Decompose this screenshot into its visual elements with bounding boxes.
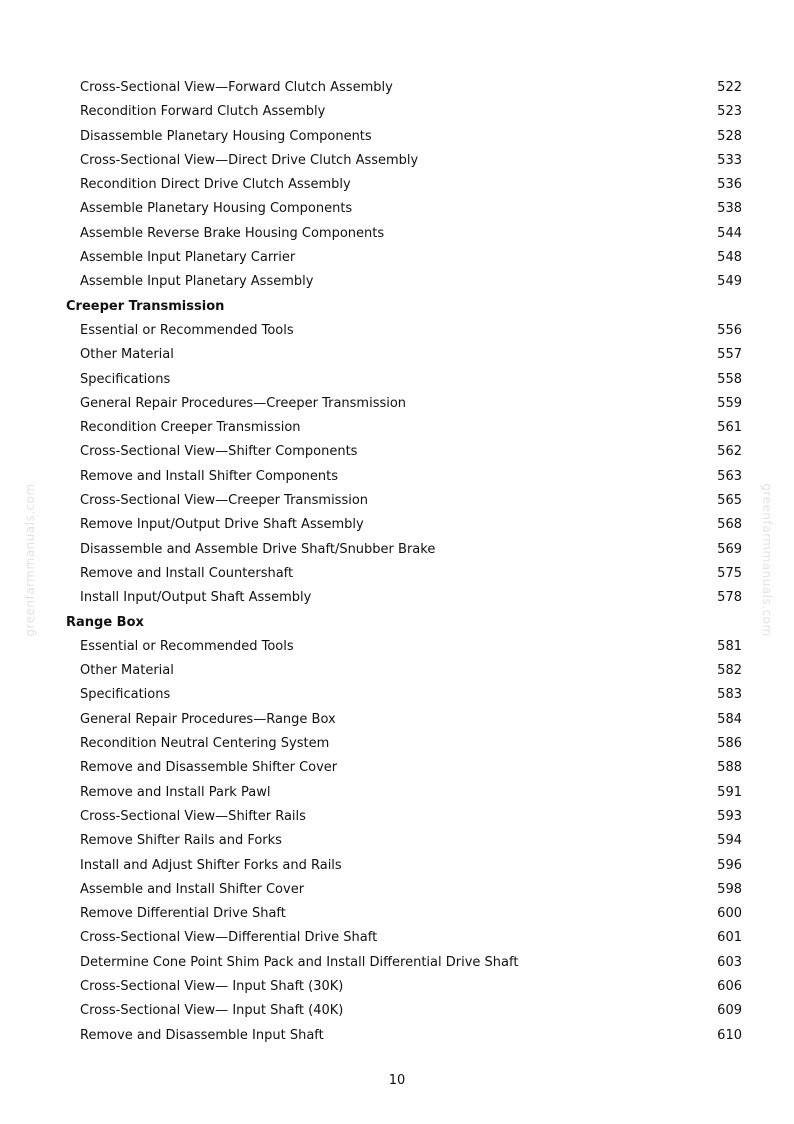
- entry-page-number: 568: [717, 517, 742, 533]
- entry-page-number: 561: [717, 420, 742, 436]
- entry-title: Cross-Sectional View—Shifter Rails: [80, 808, 306, 824]
- entry-page-number: 563: [717, 468, 742, 484]
- entry-page-number: 575: [717, 565, 742, 581]
- entry-title: General Repair Procedures—Range Box: [80, 711, 336, 727]
- entry-page-number: 606: [717, 978, 742, 994]
- toc-entry[interactable]: [0, 368, 794, 392]
- entry-title: Assemble Planetary Housing Components: [80, 201, 353, 217]
- entry-title: Specifications: [80, 371, 171, 387]
- toc-entry[interactable]: [0, 197, 794, 221]
- page-number: 10: [388, 1073, 406, 1088]
- entry-page-number: 610: [717, 1027, 742, 1043]
- entry-title: Disassemble and Assemble Drive Shaft/Snubber Brake: [80, 541, 436, 557]
- watermark-right: greenfarmmanuals.com: [760, 483, 774, 637]
- entry-title: Install and Adjust Shifter Forks and Rails: [80, 857, 342, 873]
- toc-entry[interactable]: [0, 513, 794, 537]
- entry-page-number: 538: [717, 201, 742, 217]
- entry-page-number: 533: [717, 152, 742, 168]
- toc-entry[interactable]: [0, 222, 794, 246]
- entry-page-number: 596: [717, 857, 742, 873]
- toc-entry[interactable]: [0, 708, 794, 732]
- toc-entry[interactable]: [0, 440, 794, 464]
- entry-page-number: 558: [717, 371, 742, 387]
- watermark-left: greenfarmmanuals.com: [23, 483, 37, 637]
- toc-entry[interactable]: [0, 319, 794, 343]
- entry-title: Remove and Disassemble Shifter Cover: [80, 760, 338, 776]
- entry-page-number: 591: [717, 784, 742, 800]
- toc-entry[interactable]: [0, 829, 794, 853]
- entry-title: Essential or Recommended Tools: [80, 638, 294, 654]
- toc-entry[interactable]: [0, 635, 794, 659]
- entry-title: Assemble Reverse Brake Housing Components: [80, 225, 385, 241]
- entry-title: Cross-Sectional View— Input Shaft (30K): [80, 978, 344, 994]
- entry-page-number: 609: [717, 1003, 742, 1019]
- entry-title: General Repair Procedures—Creeper Transmission: [80, 395, 407, 411]
- entry-page-number: 565: [717, 493, 742, 509]
- entry-title: Other Material: [80, 347, 174, 363]
- toc-entry[interactable]: [0, 76, 794, 100]
- entry-page-number: 536: [717, 177, 742, 193]
- toc-entry[interactable]: [0, 270, 794, 294]
- entry-title: Remove Input/Output Drive Shaft Assembly: [80, 517, 364, 533]
- entry-title: Recondition Creeper Transmission: [80, 420, 301, 436]
- entry-title: Assemble Input Planetary Assembly: [80, 274, 314, 290]
- toc-entry[interactable]: [0, 586, 794, 610]
- toc-entry[interactable]: [0, 246, 794, 270]
- entry-title: Remove and Disassemble Input Shaft: [80, 1027, 324, 1043]
- entry-page-number: 523: [717, 104, 742, 120]
- entry-page-number: 581: [717, 638, 742, 654]
- toc-section-heading: [0, 611, 794, 635]
- entry-title: Specifications: [80, 687, 171, 703]
- toc-entry[interactable]: [0, 999, 794, 1023]
- entry-title: Cross-Sectional View—Creeper Transmission: [80, 493, 369, 509]
- entry-page-number: 593: [717, 808, 742, 824]
- entry-page-number: 586: [717, 736, 742, 752]
- toc-entry[interactable]: [0, 465, 794, 489]
- entry-title: Remove Shifter Rails and Forks: [80, 833, 282, 849]
- entry-title: Cross-Sectional View— Input Shaft (40K): [80, 1003, 344, 1019]
- toc-entry[interactable]: [0, 149, 794, 173]
- entry-page-number: 528: [717, 128, 742, 144]
- toc-entry[interactable]: [0, 926, 794, 950]
- toc-entry[interactable]: [0, 975, 794, 999]
- entry-page-number: 549: [717, 274, 742, 290]
- entry-page-number: 544: [717, 225, 742, 241]
- entry-page-number: 594: [717, 833, 742, 849]
- toc-entry[interactable]: [0, 805, 794, 829]
- entry-title: Install Input/Output Shaft Assembly: [80, 590, 312, 606]
- entry-page-number: 548: [717, 250, 742, 266]
- toc-entry[interactable]: [0, 538, 794, 562]
- entry-title: Cross-Sectional View—Differential Drive Shaft: [80, 930, 378, 946]
- section-title: Creeper Transmission: [66, 298, 225, 314]
- entry-title: Assemble and Install Shifter Cover: [80, 881, 305, 897]
- toc-entry[interactable]: [0, 562, 794, 586]
- toc-entry[interactable]: [0, 1024, 794, 1048]
- toc-section-heading: [0, 295, 794, 319]
- entry-page-number: 583: [717, 687, 742, 703]
- entry-title: Remove and Install Park Pawl: [80, 784, 271, 800]
- entry-title: Cross-Sectional View—Forward Clutch Assembly: [80, 80, 393, 95]
- toc-entry[interactable]: [0, 100, 794, 124]
- entry-page-number: 559: [717, 395, 742, 411]
- entry-page-number: 588: [717, 760, 742, 776]
- toc-entry[interactable]: [0, 756, 794, 780]
- entry-page-number: 522: [717, 80, 742, 95]
- toc-entry[interactable]: [0, 732, 794, 756]
- toc-entry[interactable]: [0, 343, 794, 367]
- entry-page-number: 562: [717, 444, 742, 460]
- entry-page-number: 557: [717, 347, 742, 363]
- toc-entry[interactable]: [0, 683, 794, 707]
- entry-page-number: 582: [717, 663, 742, 679]
- entry-title: Recondition Forward Clutch Assembly: [80, 104, 326, 120]
- toc-entry[interactable]: [0, 781, 794, 805]
- entry-page-number: 603: [717, 954, 742, 970]
- toc-entry[interactable]: [0, 173, 794, 197]
- entry-page-number: 600: [717, 906, 742, 922]
- toc-entry[interactable]: [0, 392, 794, 416]
- toc-entry[interactable]: [0, 878, 794, 902]
- toc-entry[interactable]: [0, 489, 794, 513]
- toc-entry[interactable]: [0, 125, 794, 149]
- section-title: Range Box: [66, 614, 144, 630]
- entry-title: Recondition Neutral Centering System: [80, 736, 330, 752]
- toc-entry[interactable]: [0, 854, 794, 878]
- entry-title: Remove and Install Countershaft: [80, 565, 294, 581]
- entry-title: Essential or Recommended Tools: [80, 322, 294, 338]
- toc-entry[interactable]: [0, 416, 794, 440]
- entry-page-number: 601: [717, 930, 742, 946]
- entry-title: Remove Differential Drive Shaft: [80, 906, 286, 922]
- toc-entry[interactable]: [0, 902, 794, 926]
- entry-title: Cross-Sectional View—Shifter Components: [80, 444, 358, 460]
- entry-page-number: 598: [717, 881, 742, 897]
- entry-page-number: 584: [717, 711, 742, 727]
- toc-entry[interactable]: [0, 951, 794, 975]
- entry-title: Assemble Input Planetary Carrier: [80, 250, 296, 266]
- entry-page-number: 556: [717, 322, 742, 338]
- entry-page-number: 569: [717, 541, 742, 557]
- entry-title: Recondition Direct Drive Clutch Assembly: [80, 177, 351, 193]
- table-of-contents: [0, 76, 794, 1048]
- entry-title: Determine Cone Point Shim Pack and Install Differential Drive Shaft: [80, 954, 519, 970]
- entry-title: Disassemble Planetary Housing Components: [80, 128, 372, 144]
- entry-page-number: 578: [717, 590, 742, 606]
- entry-title: Remove and Install Shifter Components: [80, 468, 339, 484]
- toc-entry[interactable]: [0, 659, 794, 683]
- entry-title: Cross-Sectional View—Direct Drive Clutch Assembly: [80, 152, 419, 168]
- entry-title: Other Material: [80, 663, 174, 679]
